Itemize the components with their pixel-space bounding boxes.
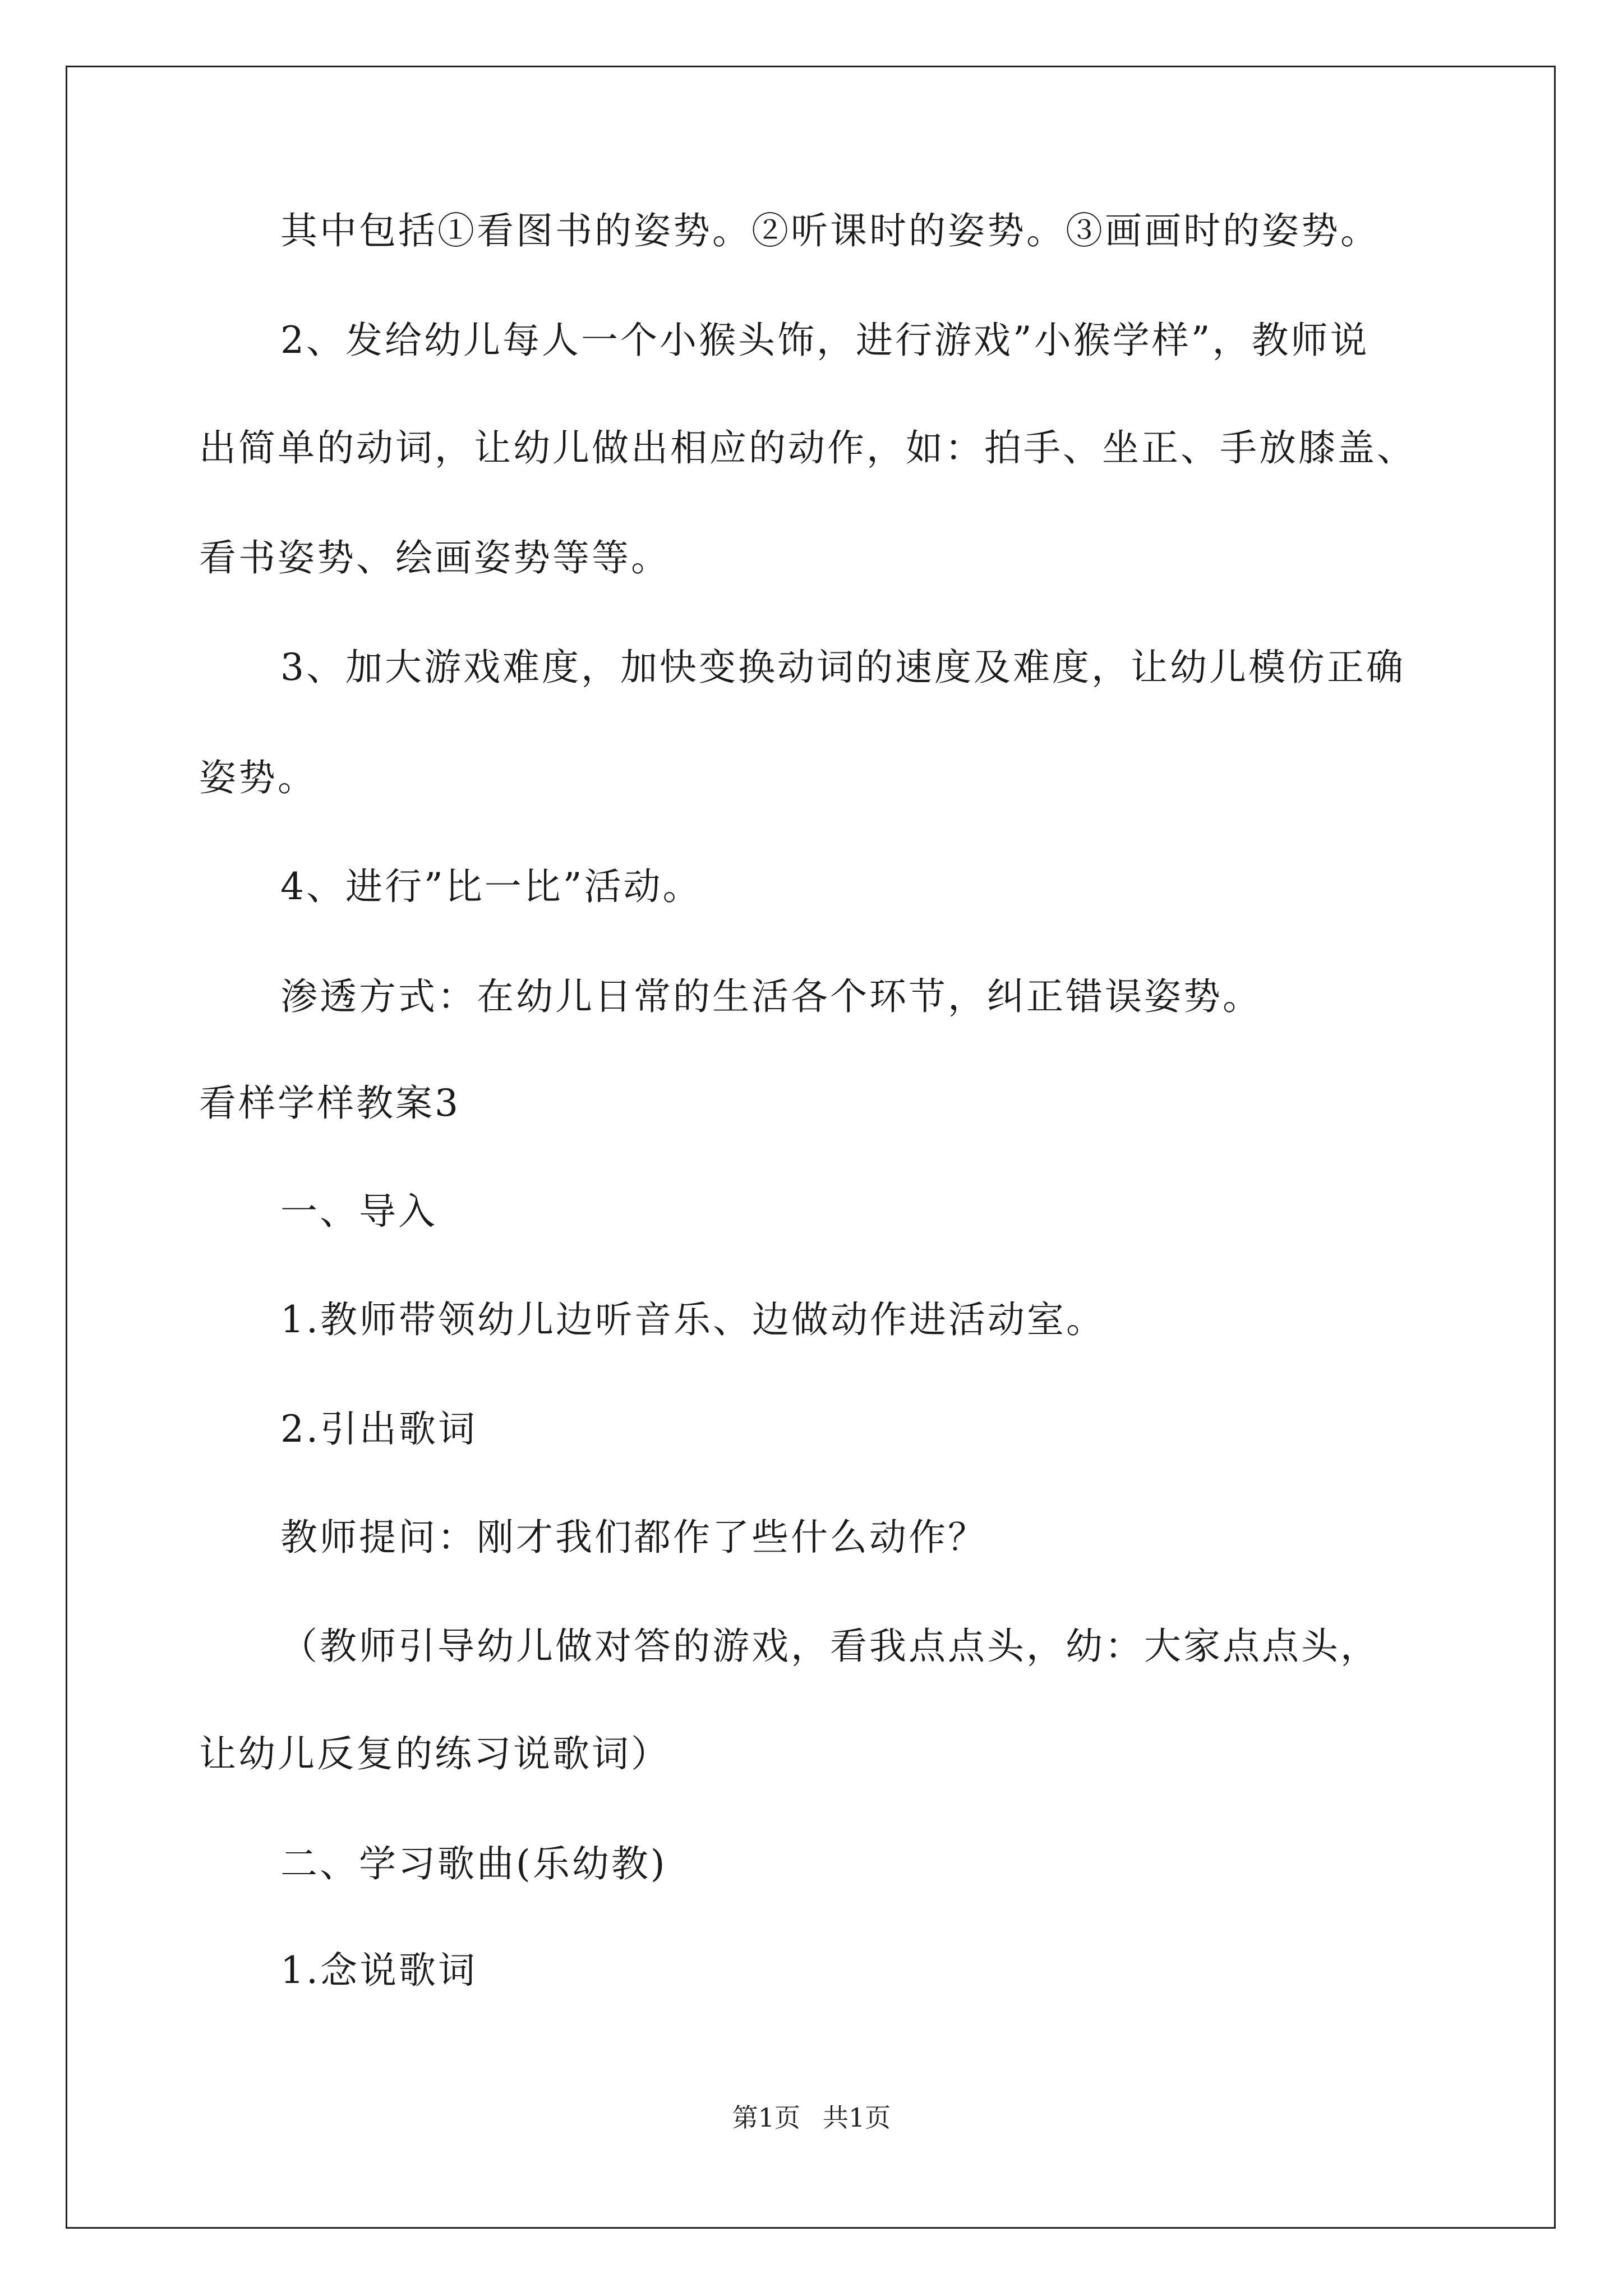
text-line: 4、进行”比一比”活动。 xyxy=(280,865,702,908)
text-line: 1.教师带领幼儿边听音乐、边做动作进活动室。 xyxy=(280,1298,1105,1341)
text-line: 3、加大游戏难度，加快变换动词的速度及难度，让幼儿模仿正确 xyxy=(280,646,1405,689)
text-line: 教师提问：刚才我们都作了些什么动作？ xyxy=(280,1516,987,1559)
text-line: 看书姿势、绘画姿势等等。 xyxy=(199,536,670,579)
text-line: 2、发给幼儿每人一个小猴头饰，进行游戏”小猴学样”，教师说 xyxy=(280,319,1370,362)
text-line: 其中包括①看图书的姿势。②听课时的姿势。③画画时的姿势。 xyxy=(280,209,1380,252)
text-line: 一、导入 xyxy=(280,1190,437,1233)
text-line: 二、学习歌曲(乐幼教) xyxy=(280,1842,667,1885)
text-line: 让幼儿反复的练习说歌词） xyxy=(199,1732,670,1775)
text-line: 渗透方式：在幼儿日常的生活各个环节，纠正错误姿势。 xyxy=(280,975,1262,1018)
page-footer xyxy=(0,2101,1623,2134)
page-frame xyxy=(66,66,1556,2229)
text-line: 出简单的动词，让幼儿做出相应的动作，如：拍手、坐正、手放膝盖、 xyxy=(199,426,1416,470)
text-line: 姿势。 xyxy=(199,756,317,799)
section-heading: 看样学样教案3 xyxy=(199,1082,460,1125)
page-total: 共1页 xyxy=(823,2102,891,2133)
page-number: 第1页 xyxy=(732,2102,800,2133)
text-line: 1.念说歌词 xyxy=(280,1949,477,1992)
text-line: 2.引出歌词 xyxy=(280,1407,477,1451)
text-line: （教师引导幼儿做对答的游戏，看我点点头，幼：大家点点头， xyxy=(280,1625,1380,1668)
